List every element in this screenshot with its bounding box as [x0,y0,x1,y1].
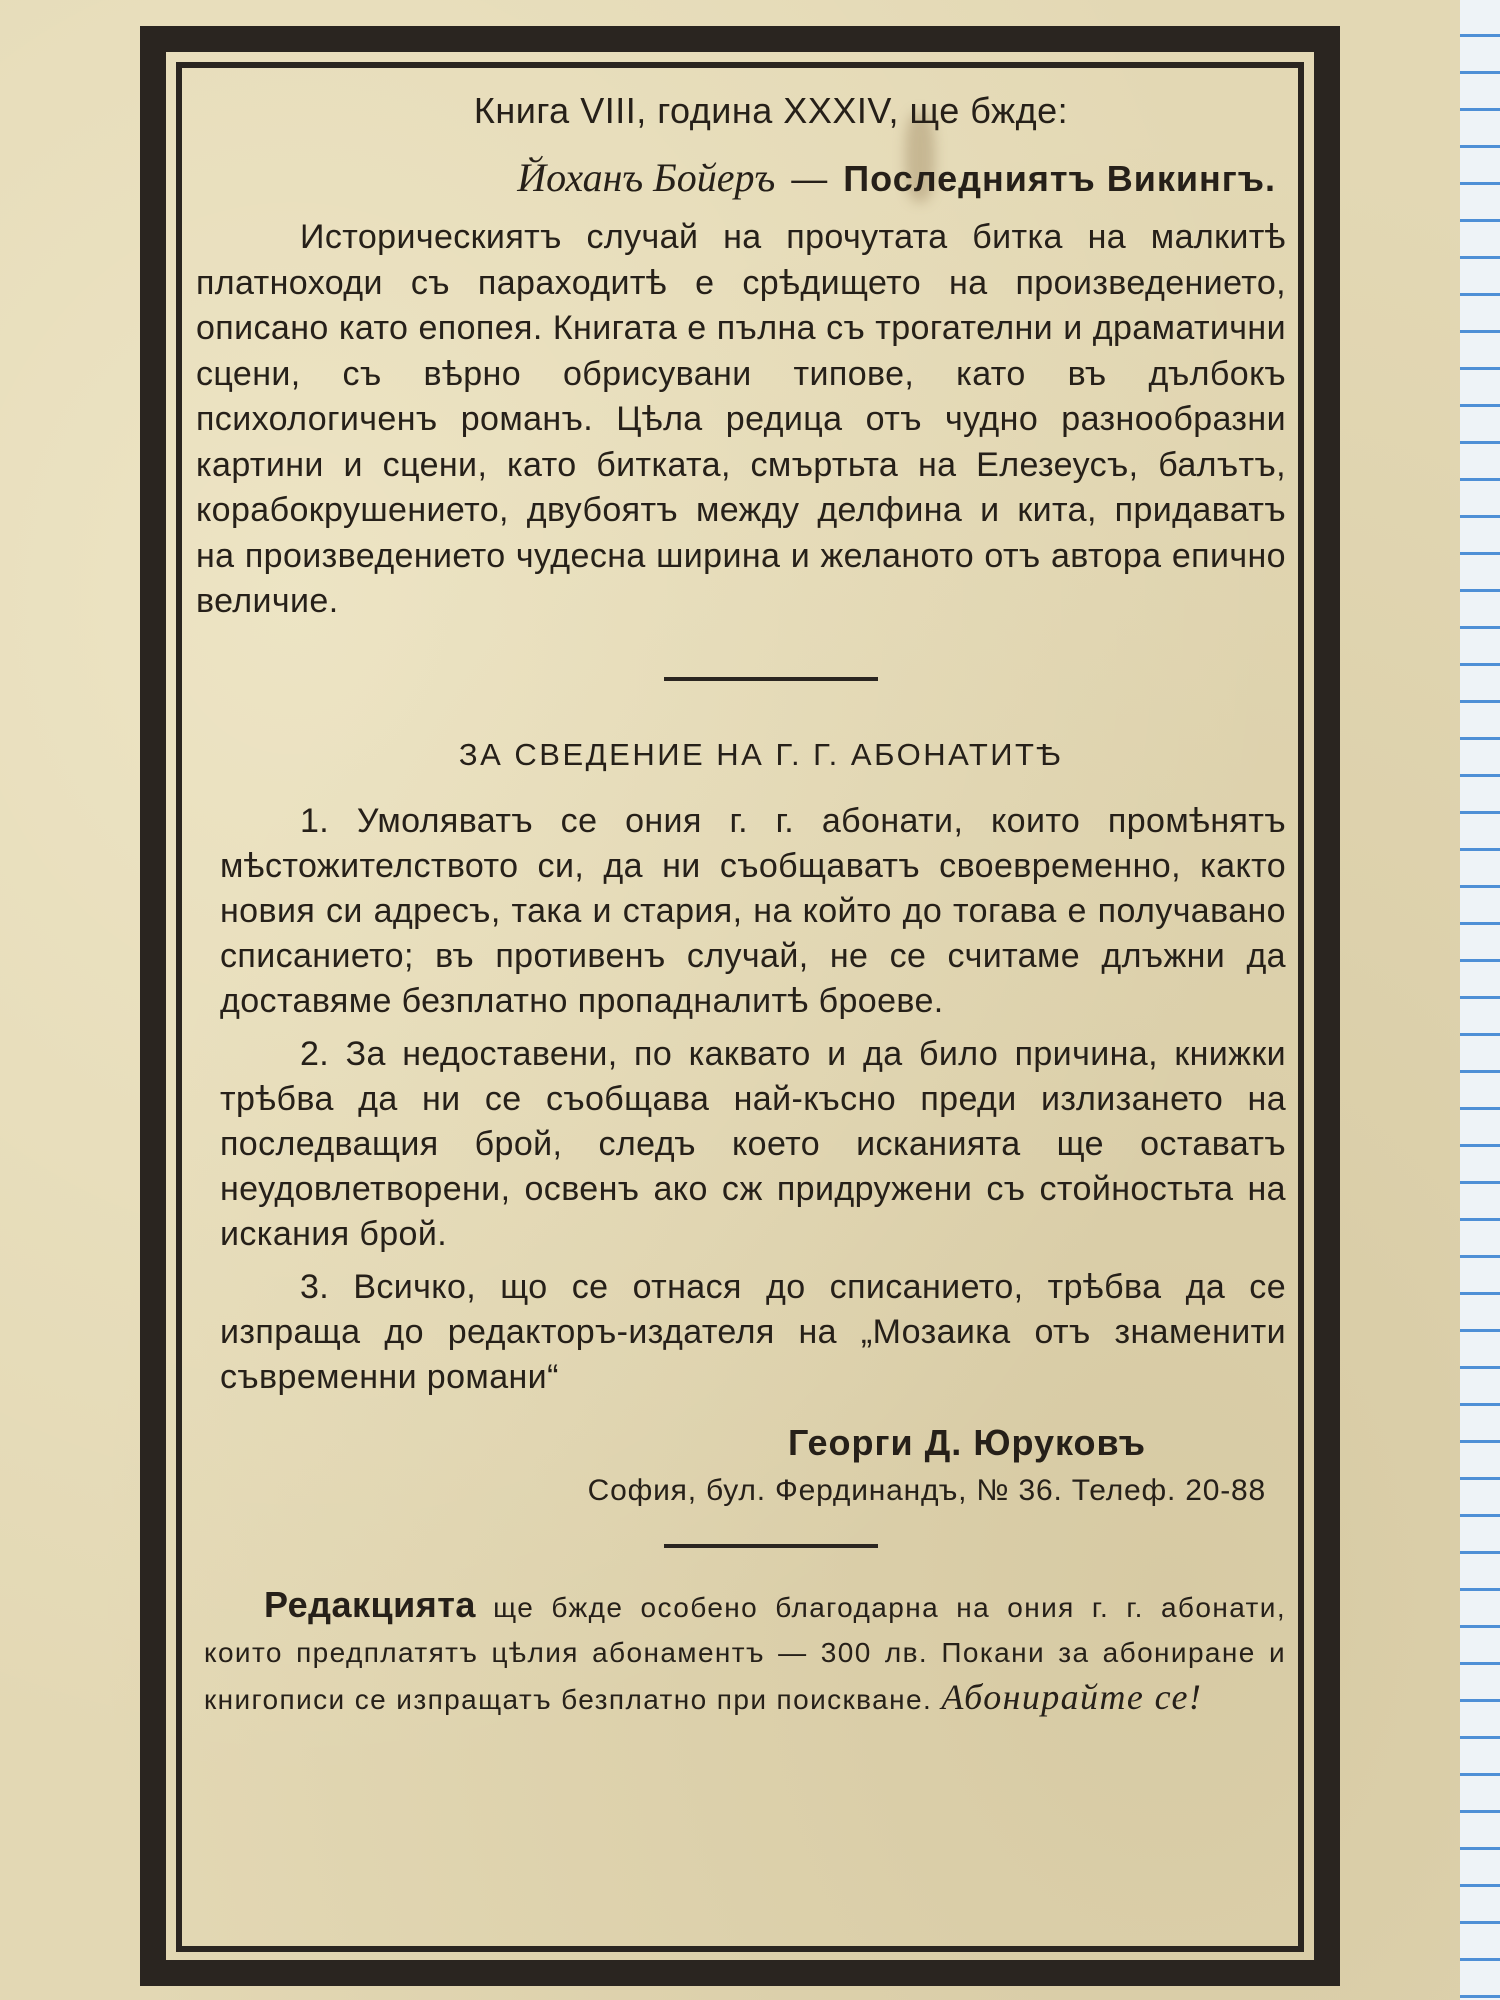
publisher-address: София, бул. Фердинандъ, № 36. Телеф. 20-88 [587,1473,1266,1507]
subscribe-call: Абонирайте се! [941,1676,1203,1717]
book-title: Последниятъ Викингъ. [843,158,1276,199]
page-content [196,90,1286,1722]
next-book-header: Книга VIII, година XXXIV, ще бжде: [473,90,1069,131]
notice-item: 2. За недоставени, по каквато и да било причина, книжки трѣбва да ни се съобщава най-късно преди излизането на последващия брой, следъ което исканията ще оставатъ неудовлетворени, освенъ ако сж придружени съ стойностьта на искания брой. [220,1034,1286,1253]
editorial-note [196,1582,1286,1722]
section-divider [664,677,878,681]
book-author: Йоханъ Бойеръ [517,155,776,200]
editorial-lead: Редакцията [264,1583,476,1625]
editorial-body: ще бжде особено благодарна на ония г. г. абонати, които предплатятъ цѣлия абонаментъ — 300 лв. Покани за абониране и книгописи се изпращатъ безплатно при поискване. [204,1591,1286,1715]
section-divider [664,1544,878,1548]
notice-item: 3. Всичко, що се отнася до списанието, трѣбва да се изпраща до редакторъ-издателя на „Мозаика отъ знаменити съвременни романи“ [220,1267,1286,1396]
publisher-name: Георги Д. Юруковъ [787,1421,1146,1463]
subscribers-notice-heading: ЗА СВЕДЕНИЕ НА Г. Г. АБОНАТИТѢ [458,736,1064,772]
notice-item: 1. Умоляватъ се ония г. г. абонати, които промѣнятъ мѣстожителството си, да ни съобщаватъ своевременно, както новия си адресъ, така и стария, на който до тогава е получавано списанието; въ противенъ случай, не се считаме длъжни да доставяме безплатно пропадналитѣ броеве. [220,801,1286,1020]
book-description: Историческиятъ случай на прочутата битка на малкитѣ платноходи съ параходитѣ е срѣдището на произведението, описано като епопея. Книгата е пълна съ трогателни и драматични сцени, съ вѣрно обрисувани типове, като въ дълбокъ психологиченъ романъ. Цѣла редица отъ чудно разнообразни картини и сцени, като битката, смъртьта на Елезеусъ, балътъ, корабокрушението, двубоятъ между делфина и кита, придаватъ на произведението чудесна ширина и желаното отъ автора епично величие. [196,218,1286,620]
title-dash: — [791,158,828,199]
next-book-title-line [196,154,1286,201]
subscribers-notice-list [196,799,1286,1400]
